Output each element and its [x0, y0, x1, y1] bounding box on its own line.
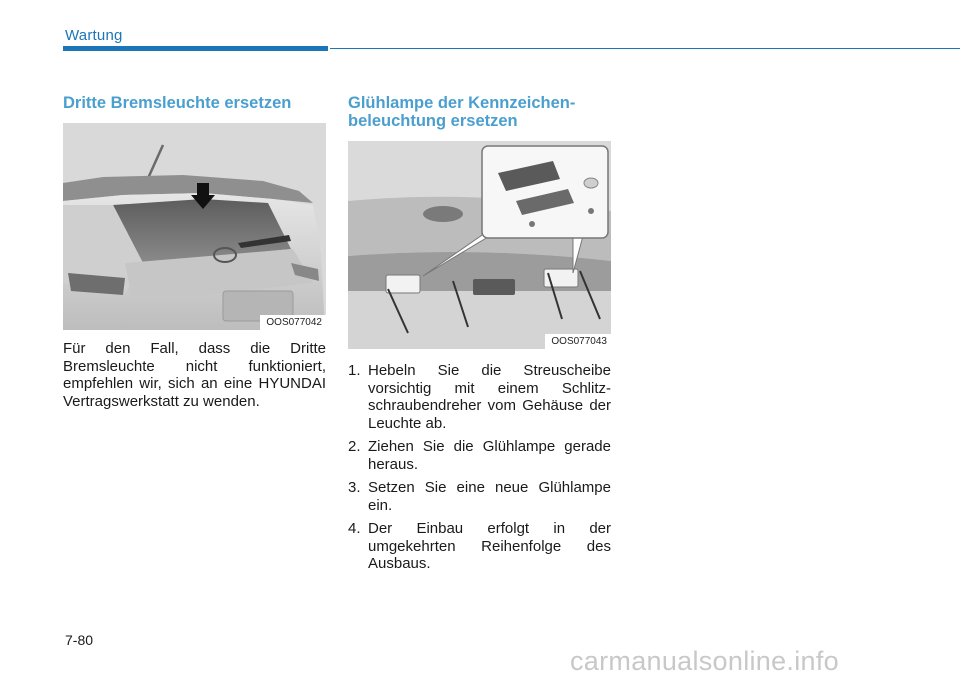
- page-number: 7-80: [65, 632, 94, 648]
- list-item: [348, 520, 611, 573]
- heading-line-2: beleuchtung ersetzen: [348, 112, 518, 130]
- step-number: 4.: [348, 520, 361, 537]
- heading-line-1: Glühlampe der Kennzeichen-: [348, 94, 576, 112]
- header-bar: [63, 46, 328, 51]
- step-number: 1.: [348, 362, 361, 379]
- list-item: [348, 362, 611, 432]
- figure-rear-car: [63, 123, 326, 330]
- paragraph-brake-light: Für den Fall, dass die Dritte Bremsleuchte nicht funktioniert, empfehlen wir, sich an eine HYUNDAI Vertragswerkstatt zu wenden.: [63, 340, 326, 410]
- list-item: [348, 479, 611, 514]
- figure-code: OOS077043: [545, 334, 611, 349]
- figure-plate-light: [348, 141, 611, 349]
- step-text: Ziehen Sie die Glühlampe gerade heraus.: [368, 438, 611, 473]
- heading-brake-light: Dritte Bremsleuchte ersetzen: [63, 94, 292, 112]
- step-text: Hebeln Sie die Streuscheibe vorsichtig mit einem Schlitz-schraubendreher vom Gehäuse der Leuchte ab.: [368, 362, 611, 432]
- list-item: [348, 438, 611, 473]
- step-text: Der Einbau erfolgt in der umgekehrten Reihenfolge des Ausbaus.: [368, 520, 611, 572]
- step-text: Setzen Sie eine neue Glühlampe ein.: [368, 479, 611, 514]
- rear-car-illustration: [63, 123, 326, 330]
- step-number: 2.: [348, 438, 361, 455]
- watermark: carmanualsonline.info: [570, 646, 839, 676]
- header-rule: [330, 48, 960, 49]
- heading-plate-light: [348, 94, 618, 130]
- figure-code: OOS077042: [260, 315, 326, 330]
- plate-light-illustration: [348, 141, 611, 349]
- step-number: 3.: [348, 479, 361, 496]
- section-label: Wartung: [65, 27, 123, 44]
- steps-list: [348, 362, 611, 579]
